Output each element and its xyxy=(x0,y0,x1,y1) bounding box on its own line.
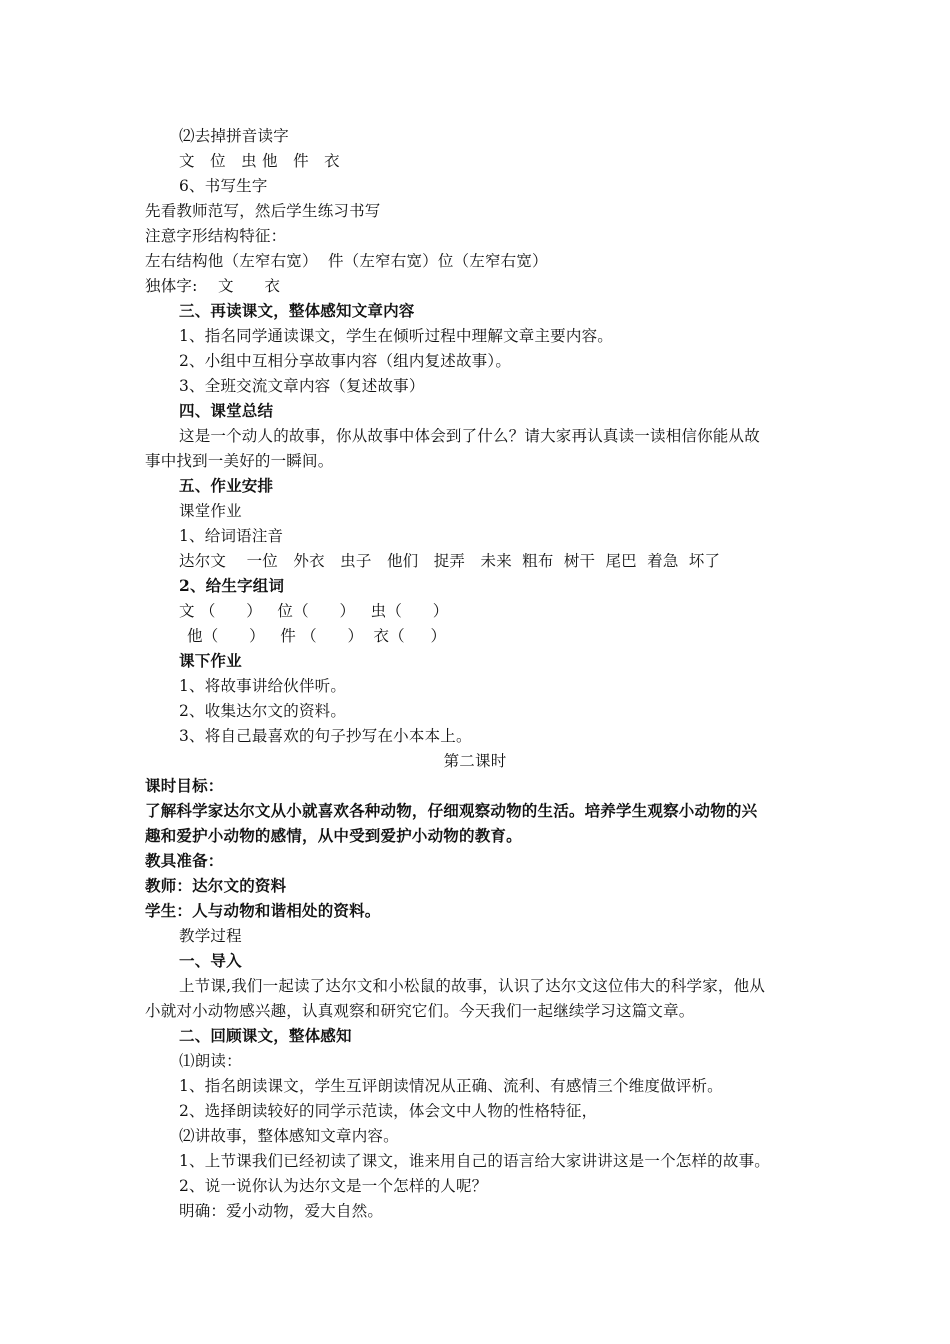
section-heading: 课时目标： xyxy=(145,776,224,795)
list-item: 2、小组中互相分享故事内容（组内复述故事）。 xyxy=(179,352,512,370)
paragraph-line: 小就对小动物感兴趣，认真观察和研究它们。今天我们一起继续学习这篇文章。 xyxy=(145,1002,695,1020)
list-item: 3、全班交流文章内容（复述故事） xyxy=(179,377,425,395)
text-line: 左右结构他（左窄右宽） 件（左窄右宽）位（左窄右宽） xyxy=(145,252,548,270)
paragraph-line: 事中找到一美好的一瞬间。 xyxy=(145,452,334,470)
list-item: 3、将自己最喜欢的句子抄写在小本本上。 xyxy=(179,727,472,745)
section-heading: 教具准备： xyxy=(145,851,224,870)
section-heading: 五、作业安排 xyxy=(179,476,274,495)
paragraph-line: 了解科学家达尔文从小就喜欢各种动物，仔细观察动物的生活。培养学生观察小动物的兴 xyxy=(145,801,758,820)
text-line: 先看教师范写，然后学生练习书写 xyxy=(145,202,381,220)
subheading: 课堂作业 xyxy=(179,502,242,520)
section-heading: 四、课堂总结 xyxy=(179,401,274,420)
text-line: 学生：人与动物和谐相处的资料。 xyxy=(145,901,381,920)
step-write-characters: 6、书写生字 xyxy=(179,177,268,195)
word-group-row: 文 （ ） 位（ ） 虫（ ） xyxy=(179,602,449,620)
subheading: ⑵讲故事，整体感知文章内容。 xyxy=(179,1127,399,1145)
section-heading: 一、导入 xyxy=(179,951,242,970)
text-line: 独体字: 文 衣 xyxy=(145,277,281,295)
list-item: 2、收集达尔文的资料。 xyxy=(179,702,347,720)
lesson-title: 第二课时 xyxy=(443,752,507,770)
section-heading: 二、回顾课文，整体感知 xyxy=(179,1026,352,1045)
word-list: 达尔文 一位 外衣 虫子 他们 捉弄 未来 粗布 树干 尾巴 着急 坏了 xyxy=(179,552,721,570)
list-item: 1、上节课我们已经初读了课文，谁来用自己的语言给大家讲讲这是一个怎样的故事。 xyxy=(179,1152,770,1170)
subheading: 教学过程 xyxy=(179,927,242,945)
text-line: 明确：爱小动物，爱大自然。 xyxy=(179,1202,384,1220)
paragraph-line: 趣和爱护小动物的感情，从中受到爱护小动物的教育。 xyxy=(145,826,522,845)
text-line: 教师：达尔文的资料 xyxy=(145,876,287,895)
list-item: 1、将故事讲给伙伴听。 xyxy=(179,677,347,695)
character-list: 文 位 虫 他 件 衣 xyxy=(179,152,340,170)
subheading: ⑴朗读： xyxy=(179,1052,242,1070)
paragraph-line: 这是一个动人的故事，你从故事中体会到了什么？请大家再认真读一读相信你能从故 xyxy=(179,427,760,445)
word-group-row: 他（ ） 件 （ ） 衣（ ） xyxy=(187,627,447,645)
list-item: 1、给词语注音 xyxy=(179,527,284,545)
heading-remove-pinyin: ⑵去掉拼音读字 xyxy=(179,127,289,145)
paragraph-line: 上节课,我们一起读了达尔文和小松鼠的故事，认识了达尔文这位伟大的科学家，他从 xyxy=(179,977,766,995)
subheading: 2、给生字组词 xyxy=(179,576,285,595)
list-item: 1、指名朗读课文，学生互评朗读情况从正确、流利、有感情三个维度做评析。 xyxy=(179,1077,723,1095)
subheading: 课下作业 xyxy=(179,651,242,670)
list-item: 2、选择朗读较好的同学示范读，体会文中人物的性格特征， xyxy=(179,1102,598,1120)
list-item: 2、说一说你认为达尔文是一个怎样的人呢？ xyxy=(179,1177,488,1195)
list-item: 1、指名同学通读课文，学生在倾听过程中理解文章主要内容。 xyxy=(179,327,613,345)
section-heading: 三、再读课文，整体感知文章内容 xyxy=(179,301,415,320)
text-line: 注意字形结构特征： xyxy=(145,227,287,245)
